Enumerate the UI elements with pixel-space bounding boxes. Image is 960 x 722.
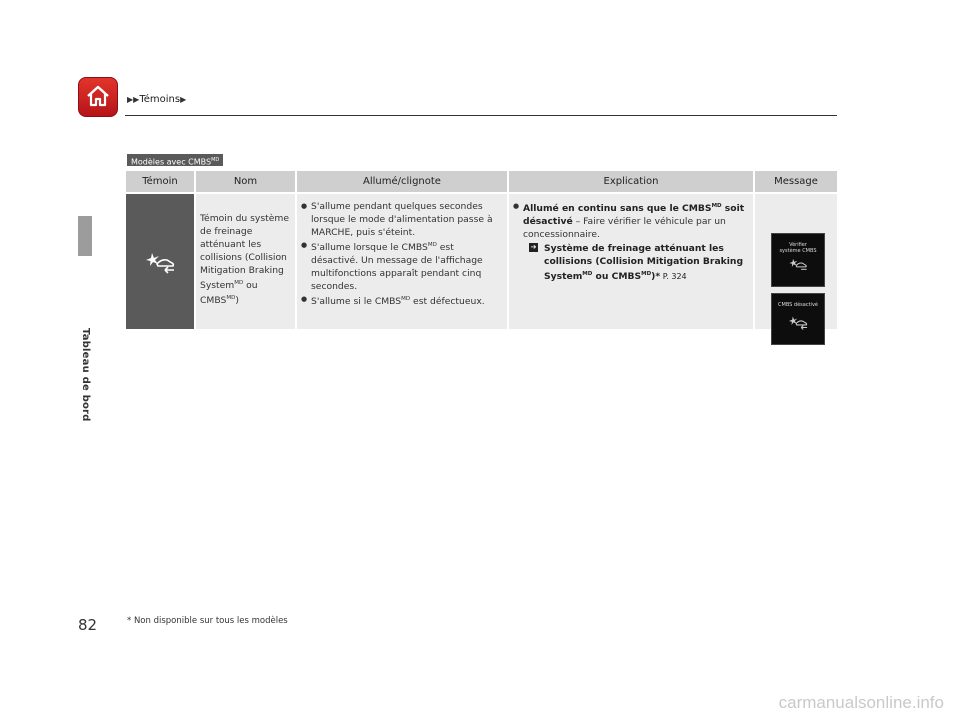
- display-check-cmbs: Vérifier système CMBS: [771, 233, 825, 287]
- reference-arrow-icon: ➔: [530, 243, 537, 252]
- explanation-text: ● Allumé en continu sans que le $CMBS^{MD}$ soit désactivé – Faire vérifier le véhicule par un concessionnaire.: [513, 200, 749, 241]
- home-icon: [84, 82, 112, 110]
- page-number: 82: [78, 616, 98, 634]
- footnote: * Non disponible sur tous les modèles: [127, 616, 288, 626]
- header-rule: [125, 115, 837, 116]
- message-cell: [754, 193, 837, 329]
- indicator-cell: [126, 193, 195, 329]
- header-message: Message: [754, 171, 837, 193]
- name-line: CMBS: [200, 295, 227, 307]
- side-tab-marker[interactable]: [78, 216, 92, 256]
- list-item: ● S'allume si le $CMBS^{MD}$ est défectueux.: [301, 293, 503, 308]
- name-line: collisions (Collision: [200, 252, 287, 263]
- name-cell: [195, 193, 296, 329]
- on-blink-list: [297, 194, 507, 308]
- header-allume: Allumé/clignote: [296, 171, 508, 193]
- breadcrumb-arrow-icon: ▶▶: [127, 95, 140, 104]
- model-tag-sup: MD: [211, 157, 220, 163]
- breadcrumb-arrow-icon: ▶: [180, 95, 187, 104]
- cmbs-small-icon: [787, 314, 809, 332]
- name-line: atténuant les: [200, 239, 262, 250]
- model-tag: [127, 154, 223, 166]
- home-button[interactable]: [78, 77, 118, 117]
- cross-reference-link[interactable]: ➔ Système de freinage atténuant les collisions (Collision Mitigation Braking System$^{MD}$ ou $CMBS^{MD})*$ P. 324: [530, 243, 744, 283]
- header-temoin: Témoin: [126, 171, 195, 193]
- side-section-label: Tableau de bord: [80, 328, 91, 422]
- header-nom: Nom: [195, 171, 296, 193]
- indicator-name: [196, 194, 295, 307]
- name-line: de freinage: [200, 226, 253, 237]
- cmbs-warning-icon: [143, 250, 177, 276]
- table-header-row: [126, 171, 837, 193]
- name-line: ou: [243, 280, 258, 292]
- name-line: Témoin du système: [200, 213, 290, 224]
- name-line: ): [235, 295, 239, 307]
- breadcrumb-link[interactable]: Témoins: [139, 94, 181, 105]
- name-sup: MD: [226, 295, 236, 302]
- indicator-table: [126, 171, 837, 329]
- name-line: Mitigation Braking: [200, 265, 284, 276]
- display-cmbs-off: CMBS désactivé: [771, 293, 825, 345]
- list-item: ● S'allume pendant quelques secondes lorsque le mode d'alimentation passe à MARCHE, puis s'éteint.: [301, 200, 503, 239]
- model-tag-text: Modèles avec CMBS: [131, 157, 212, 167]
- explanation-cell: [508, 193, 754, 329]
- name-sup: MD: [234, 280, 244, 286]
- watermark: carmanualsonline.info: [778, 693, 944, 712]
- explanation: [509, 194, 753, 283]
- table-row: [126, 193, 837, 329]
- name-line: System: [200, 280, 235, 292]
- list-item: ● S'allume lorsque le $CMBS^{MD}$ est désactivé. Un message de l'affichage multifonctions apparaît pendant cinq secondes.: [301, 239, 503, 293]
- cmbs-small-icon: [787, 257, 809, 273]
- header-explication: Explication: [508, 171, 754, 193]
- breadcrumb: [127, 94, 186, 105]
- on-blink-cell: [296, 193, 508, 329]
